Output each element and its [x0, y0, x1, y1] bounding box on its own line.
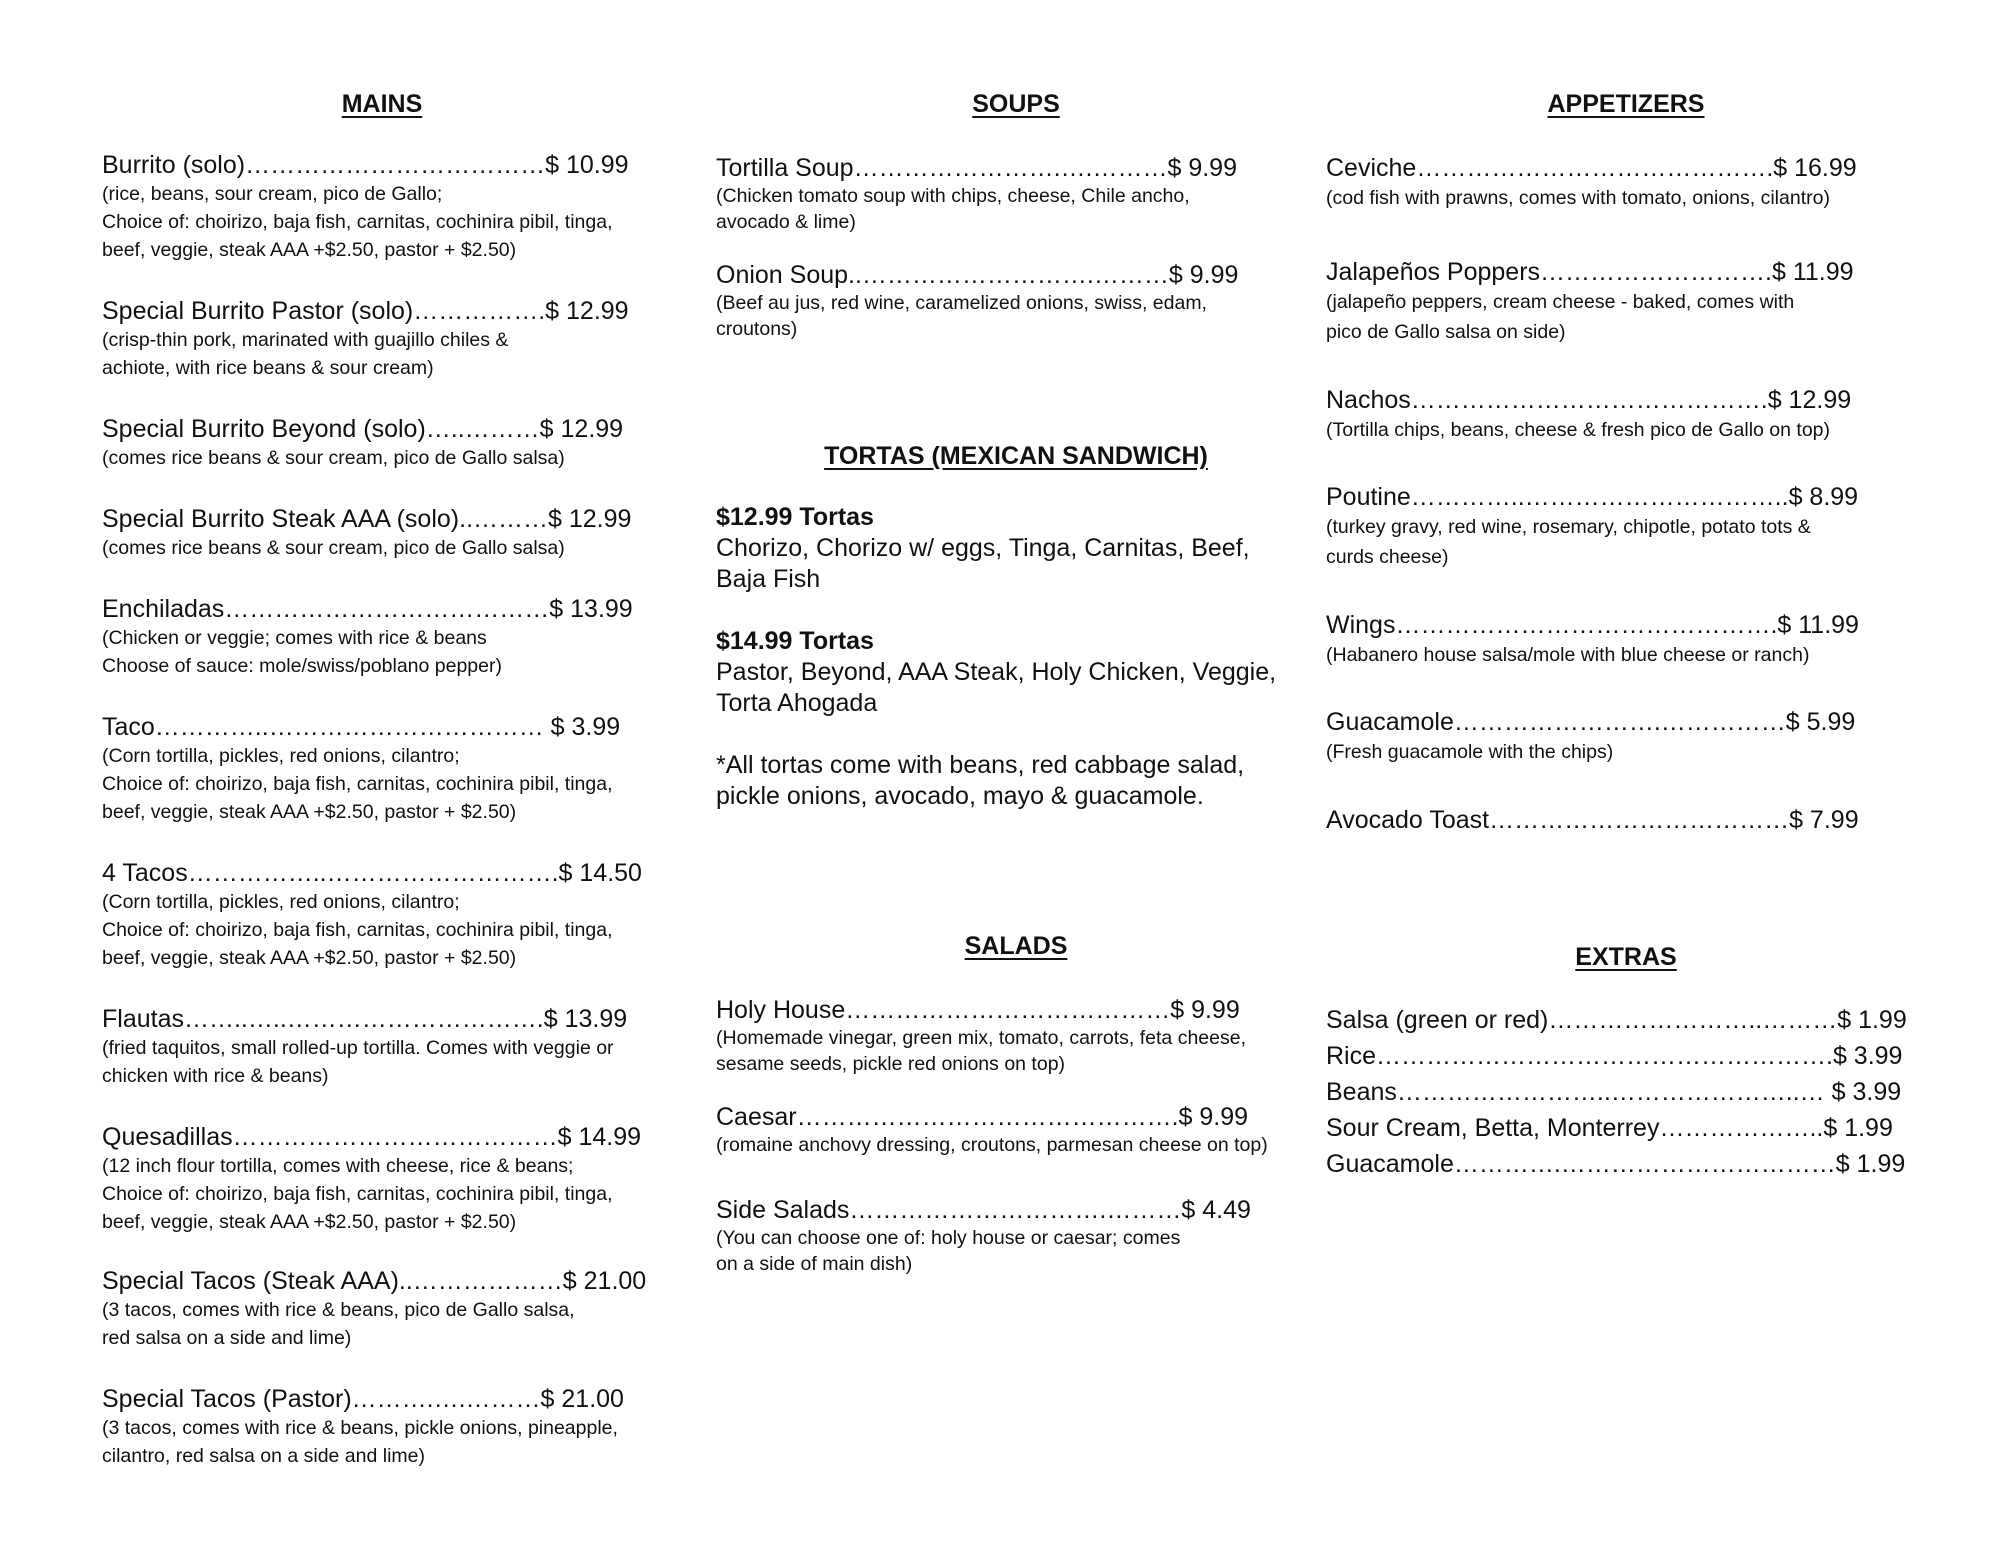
item-description: (Chicken or veggie; comes with rice & beans Choose of sauce: mole/swiss/poblano pepper) [102, 627, 502, 677]
extras-list [1326, 1002, 1926, 1182]
item-name-price: 4 Tacos……………..……………………….$ 14.50 [102, 859, 642, 887]
item-name-price: Special Burrito Pastor (solo)…………….$ 12.99 [102, 297, 629, 325]
tortas-group-1299 [716, 502, 1316, 595]
menu-item [102, 858, 662, 972]
item-description: (Tortilla chips, beans, cheese & fresh pico de Gallo on top) [1326, 419, 1831, 441]
extras-item: Rice……………………………………………….$ 3.99 [1326, 1042, 1903, 1070]
menu-item [716, 995, 1316, 1077]
menu-item [102, 712, 662, 826]
menu-item [102, 1266, 662, 1352]
menu-item [716, 153, 1316, 235]
tortas-group-1499 [716, 626, 1316, 719]
item-description: (Corn tortilla, pickles, red onions, cilantro; Choice of: choirizo, baja fish, carnitas, cochinira pibil, tinga, beef, veggie, steak AAA +$2.50, pastor + $2.50) [102, 745, 613, 823]
item-description: (Habanero house salsa/mole with blue cheese or ranch) [1326, 644, 1810, 666]
item-description: (Corn tortilla, pickles, red onions, cilantro; Choice of: choirizo, baja fish, carnitas, cochinira pibil, tinga, beef, veggie, steak AAA +$2.50, pastor + $2.50) [102, 891, 613, 969]
item-name-price: Side Salads………………………….………$ 4.49 [716, 1196, 1251, 1224]
menu-item [1326, 153, 1926, 213]
extras-item: Guacamole………….……………………………$ 1.99 [1326, 1150, 1906, 1178]
item-name-price: Nachos…………………………………….$ 12.99 [1326, 386, 1852, 414]
menu-item [102, 504, 662, 562]
item-description: (You can choose one of: holy house or caesar; comes on a side of main dish) [716, 1227, 1181, 1275]
item-description: (Chicken tomato soup with chips, cheese, Chile ancho, avocado & lime) [716, 185, 1190, 233]
item-description: (romaine anchovy dressing, croutons, parmesan cheese on top) [716, 1134, 1268, 1156]
item-name-price: Special Burrito Beyond (solo)…..………$ 12.99 [102, 415, 624, 443]
item-name-price: Holy House…………………………………$ 9.99 [716, 996, 1240, 1024]
mains-title: MAINS [341, 90, 423, 118]
tortas-list: Chorizo, Chorizo w/ eggs, Tinga, Carnitas, Beef, Baja Fish [716, 534, 1250, 593]
item-name-price: Onion Soup..……………………….………$ 9.99 [716, 261, 1239, 289]
item-description: (comes rice beans & sour cream, pico de Gallo salsa) [102, 537, 565, 559]
item-name-price: Special Tacos (Pastor)……….….………$ 21.00 [102, 1385, 624, 1413]
menu-item [1326, 610, 1926, 670]
tortas-list: Pastor, Beyond, AAA Steak, Holy Chicken, Veggie, Torta Ahogada [716, 658, 1277, 717]
menu-item [716, 1102, 1316, 1158]
item-name-price: Taco…………..…………………………… $ 3.99 [102, 713, 621, 741]
tortas-title: TORTAS (MEXICAN SANDWICH) [824, 442, 1208, 470]
menu-item [102, 594, 662, 680]
extras-item: Beans……………………..…………………..… $ 3.99 [1326, 1078, 1902, 1106]
menu-item [716, 1195, 1316, 1277]
item-description: (cod fish with prawns, comes with tomato, onions, cilantro) [1326, 187, 1830, 209]
item-description: (fried taquitos, small rolled-up tortilla. Comes with veggie or chicken with rice & beans) [102, 1037, 614, 1087]
item-description: (crisp-thin pork, marinated with guajillo chiles & achiote, with rice beans & sour cream) [102, 329, 509, 379]
item-name-price: Special Burrito Steak AAA (solo)..………$ 12.99 [102, 505, 632, 533]
item-name-price: Jalapeños Poppers……………………….$ 11.99 [1326, 258, 1854, 286]
item-name-price: Guacamole…………………….……………$ 5.99 [1326, 708, 1856, 736]
item-name-price: Enchiladas…………………………………$ 13.99 [102, 595, 633, 623]
menu-item [102, 1384, 662, 1470]
extras-item: Salsa (green or red)……………………..………$ 1.99 [1326, 1006, 1907, 1034]
item-description: (comes rice beans & sour cream, pico de Gallo salsa) [102, 447, 565, 469]
item-description: (Homemade vinegar, green mix, tomato, carrots, feta cheese, sesame seeds, pickle red onions on top) [716, 1027, 1246, 1075]
menu-item [1326, 707, 1926, 767]
menu-item [1326, 482, 1926, 572]
menu-item [102, 296, 662, 382]
tortas-price-heading: $12.99 Tortas [716, 503, 874, 531]
salads-title: SALADS [964, 932, 1068, 960]
item-name-price: Wings……………………………………….$ 11.99 [1326, 611, 1859, 639]
item-name-price: Flautas……..…..………………………….$ 13.99 [102, 1005, 628, 1033]
item-description: (rice, beans, sour cream, pico de Gallo; Choice of: choirizo, baja fish, carnitas, cochinira pibil, tinga, beef, veggie, steak AAA +$2.50, pastor + $2.50) [102, 183, 613, 261]
tortas-note: *All tortas come with beans, red cabbage salad, pickle onions, avocado, mayo & guacamole. [716, 751, 1245, 810]
menu-item [102, 1004, 662, 1090]
item-name-price: Avocado Toast………………………………$ 7.99 [1326, 806, 1859, 834]
item-name-price: Special Tacos (Steak AAA)..………………$ 21.00 [102, 1267, 647, 1295]
item-description: (Beef au jus, red wine, caramelized onions, swiss, edam, croutons) [716, 292, 1207, 340]
item-description: (12 inch flour tortilla, comes with cheese, rice & beans; Choice of: choirizo, baja fish, carnitas, cochinira pibil, tinga, beef, veggie, steak AAA +$2.50, pastor + $2.50) [102, 1155, 613, 1233]
item-description: (Fresh guacamole with the chips) [1326, 741, 1614, 763]
tortas-price-heading: $14.99 Tortas [716, 627, 874, 655]
extras-item: Sour Cream, Betta, Monterrey………………..$ 1.99 [1326, 1114, 1893, 1142]
item-name-price: Ceviche…………………………………….$ 16.99 [1326, 154, 1857, 182]
item-description: (turkey gravy, red wine, rosemary, chipotle, potato tots & curds cheese) [1326, 516, 1811, 568]
item-description: (jalapeño peppers, cream cheese - baked, comes with pico de Gallo salsa on side) [1326, 291, 1795, 343]
item-description: (3 tacos, comes with rice & beans, pickle onions, pineapple, cilantro, red salsa on a side and lime) [102, 1417, 618, 1467]
item-name-price: Caesar……………………………………….$ 9.99 [716, 1103, 1249, 1131]
item-name-price: Quesadillas…………………………………$ 14.99 [102, 1123, 642, 1151]
menu-item [1326, 805, 1926, 835]
extras-title: EXTRAS [1575, 943, 1677, 971]
menu-item [102, 414, 662, 472]
soups-title: SOUPS [972, 90, 1060, 118]
menu-item [102, 150, 662, 264]
appetizers-title: APPETIZERS [1547, 90, 1705, 118]
menu-item [1326, 257, 1926, 347]
menu-item [102, 1122, 662, 1236]
item-description: (3 tacos, comes with rice & beans, pico de Gallo salsa, red salsa on a side and lime) [102, 1299, 575, 1349]
item-name-price: Tortilla Soup…………………….….………$ 9.99 [716, 154, 1237, 182]
menu-item [1326, 385, 1926, 445]
item-name-price: Burrito (solo)………………………………$ 10.99 [102, 151, 629, 179]
menu-item [716, 260, 1316, 342]
item-name-price: Poutine…………..…………………………..$ 8.99 [1326, 483, 1859, 511]
